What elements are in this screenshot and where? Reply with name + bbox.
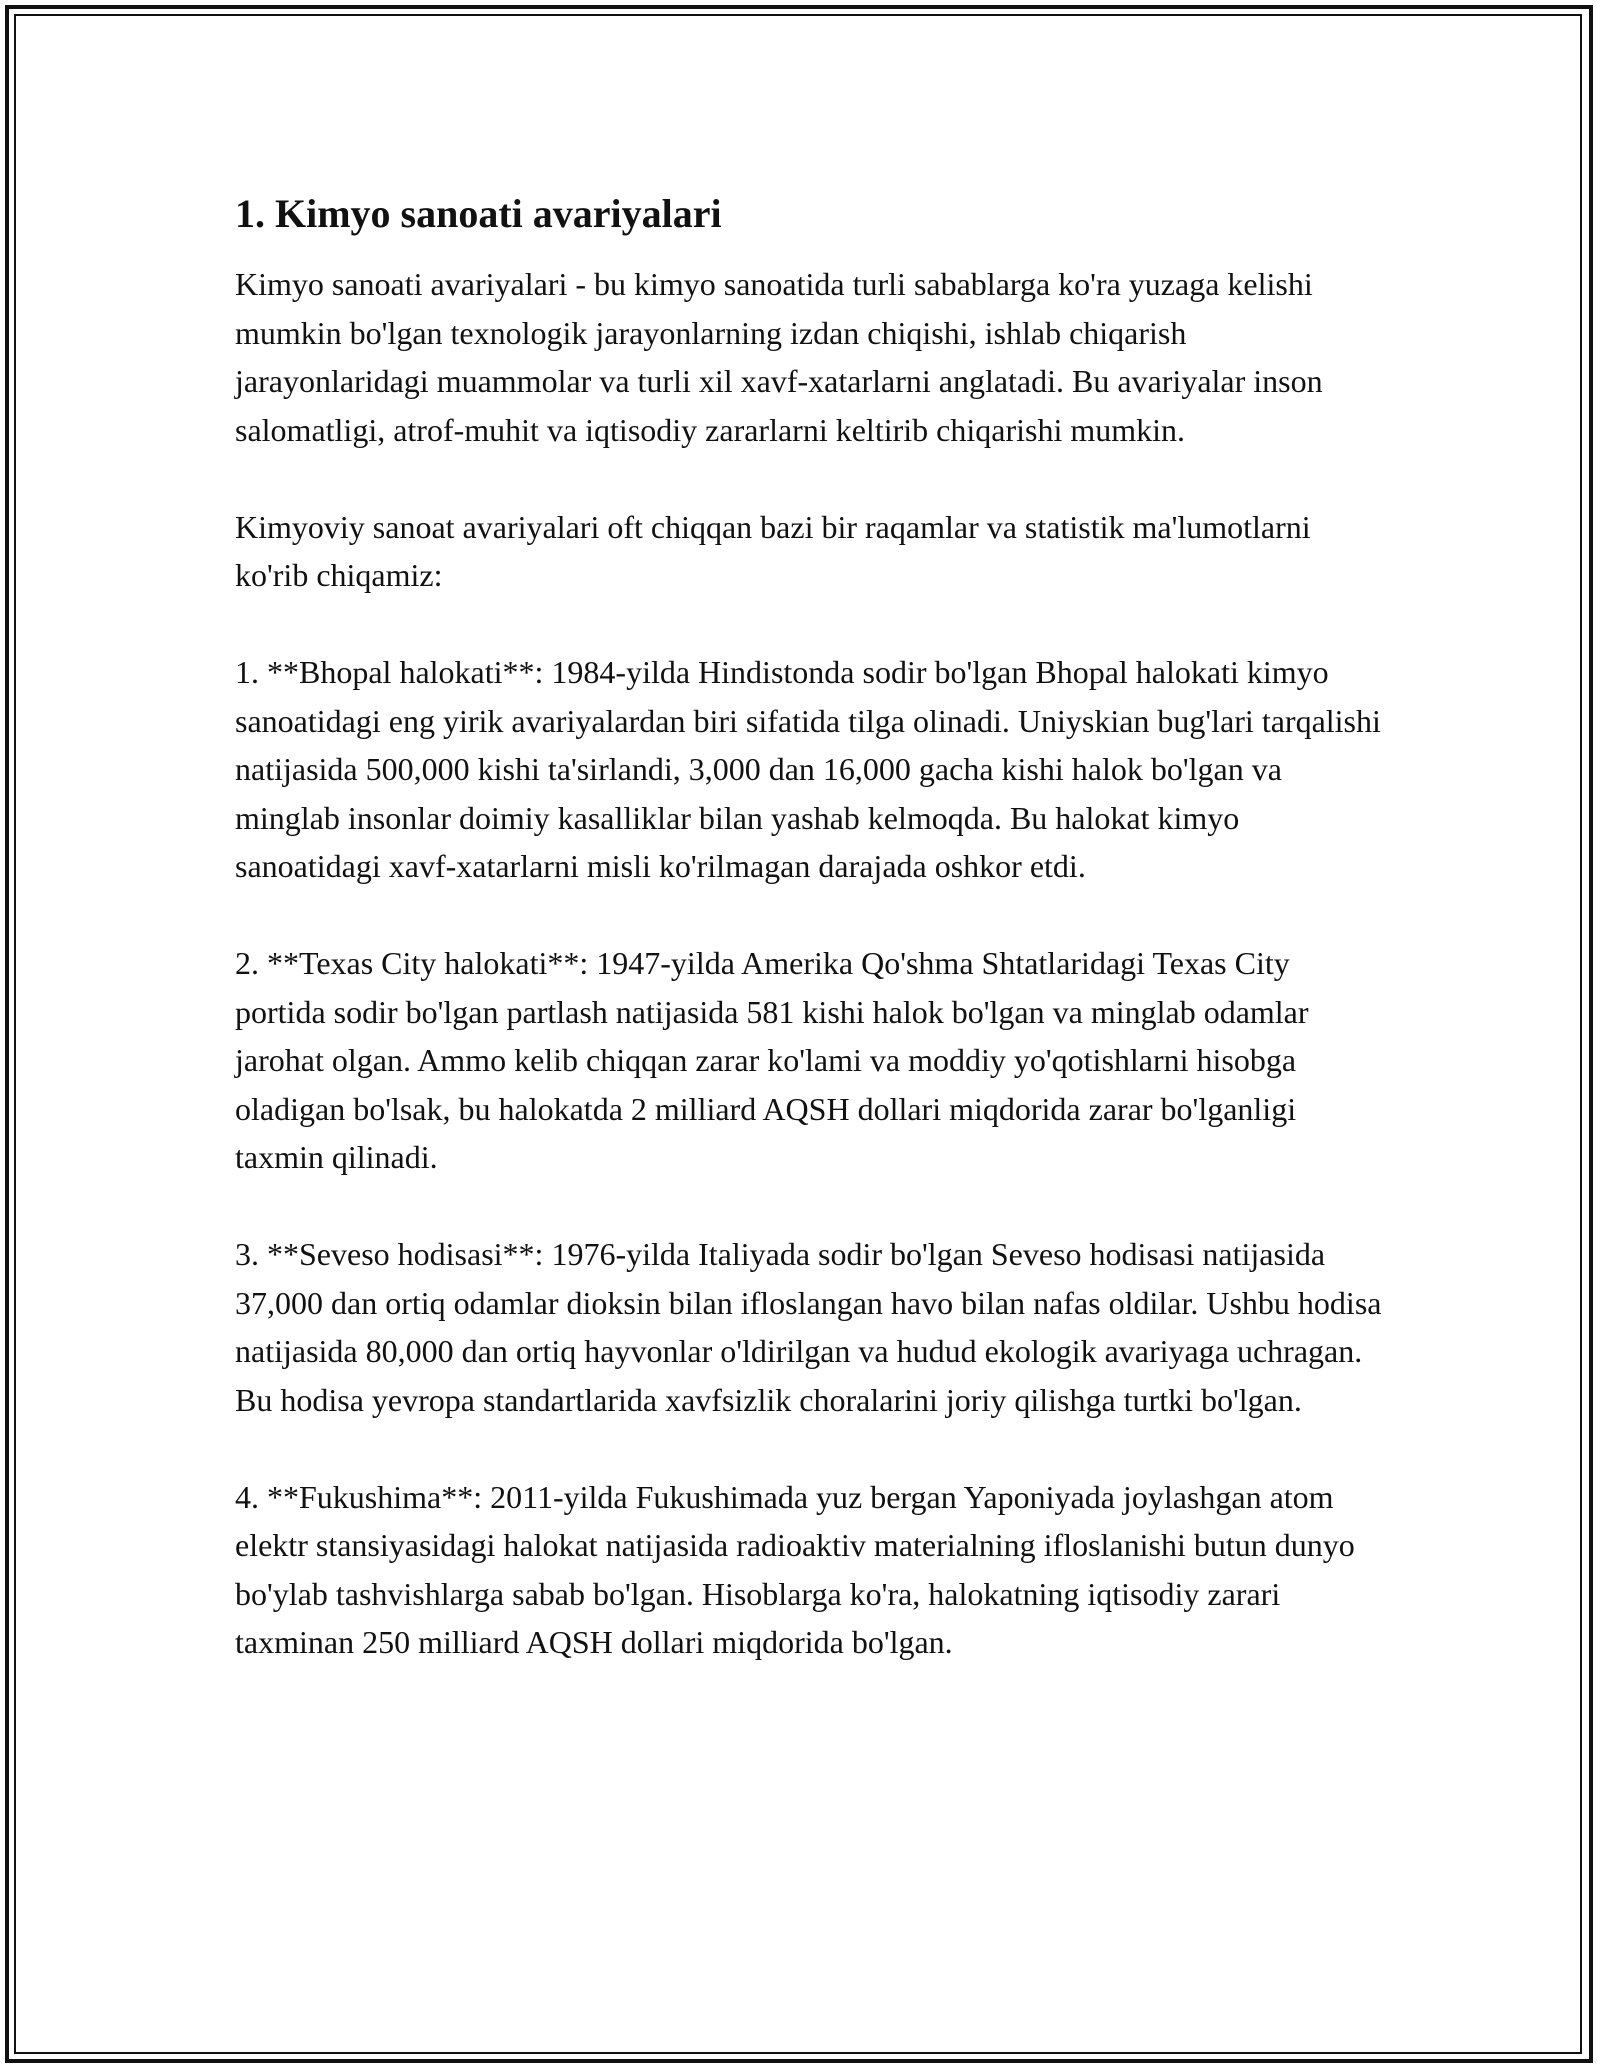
paragraph-texas-city: 2. **Texas City halokati**: 1947-yilda Amerika Qo'shma Shtatlaridagi Texas City portida sodir bo'lgan partlash natijasida 581 kishi halok bo'lgan va minglab odamlar jarohat olgan. Ammo kelib chiqqan zarar ko'lami va moddiy yo'qotishlarni hisobga oladigan bo'lsak, bu halokatda 2 milliard AQSH dollari miqdorida zarar bo'lganligi taxmin qilinadi. [235,945,1309,1175]
paragraph-seveso: 3. **Seveso hodisasi**: 1976-yilda Italiyada sodir bo'lgan Seveso hodisasi natijasida 37,000 dan ortiq odamlar dioksin bilan ifloslangan havo bilan nafas oldilar. Ushbu hodisa natijasida 80,000 dan ortiq hayvonlar o'ldirilgan va hudud ekologik avariyaga uchragan. Bu hodisa yevropa standartlarida xavfsizlik choralarini joriy qilishga turtki bo'lgan. [235,1236,1382,1418]
paragraph-statistics-lead: Kimyoviy sanoat avariyalari oft chiqqan bazi bir raqamlar va statistik ma'lumotlarni ko'rib chiqamiz: [235,508,1311,593]
section-title: 1. Kimyo sanoati avariyalari [235,191,722,236]
paragraph-intro: Kimyo sanoati avariyalari - bu kimyo sanoatida turli sabablarga ko'ra yuzaga kelishi mumkin bo'lgan texnologik jarayonlarning izdan chiqishi, ishlab chiqarish jarayonlaridagi muammolar va turli xil xavf-xatarlarni anglatadi. Bu avariyalar inson salomatligi, atrof-muhit va iqtisodiy zararlarni keltirib chiqarishi mumkin. [235,266,1323,448]
paragraph-bhopal: 1. **Bhopal halokati**: 1984-yilda Hindistonda sodir bo'lgan Bhopal halokati kimyo sanoatidagi eng yirik avariyalardan biri sifatida tilga olinadi. Uniyskian bug'lari tarqalishi natijasida 500,000 kishi ta'sirlandi, 3,000 dan 16,000 gacha kishi halok bo'lgan va minglab insonlar doimiy kasalliklar bilan yashab kelmoqda. Bu halokat kimyo sanoatidagi xavf-xatarlarni misli ko'rilmagan darajada oshkor etdi. [235,654,1381,884]
document-body [235,190,1385,1667]
paragraph-fukushima: 4. **Fukushima**: 2011-yilda Fukushimada yuz bergan Yaponiyada joylashgan atom elektr stansiyasidagi halokat natijasida radioaktiv materialning ifloslanishi butun dunyo bo'ylab tashvishlarga sabab bo'lgan. Hisoblarga ko'ra, halokatning iqtisodiy zarari taxminan 250 milliard AQSH dollari miqdorida bo'lgan. [235,1478,1355,1660]
